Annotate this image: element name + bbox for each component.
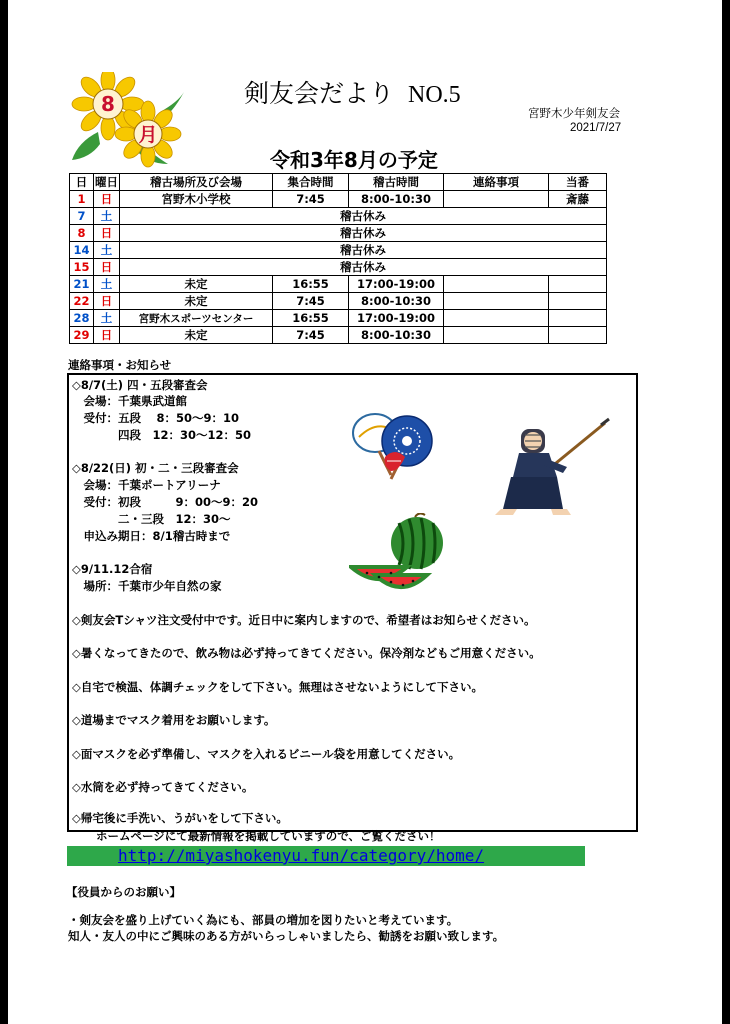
notice-line: 受付：初段 9：00～9：20 — [72, 495, 259, 509]
notice-line: 会場：千葉ポートアリーナ — [72, 478, 221, 492]
table-row — [70, 327, 607, 344]
row-duty: 斎藤 — [549, 191, 607, 208]
schedule-title: 令和3年8月の予定 — [270, 148, 438, 172]
row-weekday: 日 — [94, 225, 120, 242]
header-practice-time: 稽古時間 — [349, 174, 444, 191]
notice-line: 申込み期日：8/1稽古時まで — [72, 529, 231, 543]
row-day: 15 — [70, 259, 94, 276]
row-gather: 7:45 — [273, 327, 349, 344]
row-note — [444, 327, 549, 344]
row-weekday: 土 — [94, 208, 120, 225]
uchiwa-fan-icon — [351, 407, 447, 483]
row-gather: 7:45 — [273, 293, 349, 310]
row-duty — [549, 293, 607, 310]
homepage-notice: ホームページにて最新情報を掲載していますので、ご覧ください！ — [96, 829, 441, 843]
table-row — [70, 208, 607, 225]
row-weekday: 日 — [94, 293, 120, 310]
table-row — [70, 259, 607, 276]
row-gather: 16:55 — [273, 310, 349, 327]
officers-message-line: 知人・友人の中にご興味のある方がいらっしゃいましたら、勧誘をお願い致します。 — [68, 929, 505, 943]
header-notes: 連絡事項 — [444, 174, 549, 191]
row-off-label: 稽古休み — [120, 242, 607, 259]
notice-line: 会場：千葉県武道館 — [72, 394, 187, 408]
officers-message-line: ・剣友会を盛り上げていく為にも、部員の増加を図りたいと考えています。 — [68, 913, 459, 927]
row-duty — [549, 310, 607, 327]
issue-number: NO.5 — [408, 82, 461, 108]
row-practice: 17:00-19:00 — [349, 310, 444, 327]
row-weekday: 土 — [94, 242, 120, 259]
schedule-table — [69, 173, 607, 344]
notice-line: ◇8/7(土) 四・五段審査会 — [72, 378, 208, 392]
row-practice: 8:00-10:30 — [349, 327, 444, 344]
table-row — [70, 310, 607, 327]
row-duty — [549, 276, 607, 293]
row-day: 7 — [70, 208, 94, 225]
notice-line: ◇道場までマスク着用をお願いします。 — [72, 713, 276, 727]
row-day: 8 — [70, 225, 94, 242]
kendo-player-icon — [491, 417, 611, 517]
row-off-label: 稽古休み — [120, 208, 607, 225]
notice-line: 四段 12：30～12：50 — [72, 428, 252, 442]
row-day: 29 — [70, 327, 94, 344]
row-note — [444, 293, 549, 310]
notice-line: ◇帰宅後に手洗い、うがいをして下さい。 — [72, 811, 288, 825]
schedule-header-row — [70, 174, 607, 191]
notice-line: 二・三段 12：30～ — [72, 512, 231, 526]
notice-line: ◇自宅で検温、体調チェックをして下さい。無理はさせないようにして下さい。 — [72, 680, 483, 694]
notice-line: ◇暑くなってきたので、飲み物は必ず持ってきてください。保冷剤などもご用意ください。 — [72, 646, 541, 660]
row-place: 未定 — [120, 293, 273, 310]
header-day: 日 — [70, 174, 94, 191]
row-day: 14 — [70, 242, 94, 259]
header-duty: 当番 — [549, 174, 607, 191]
row-note — [444, 276, 549, 293]
row-off-label: 稽古休み — [120, 225, 607, 242]
row-duty — [549, 327, 607, 344]
notice-line: ◇剣友会Tシャツ注文受付中です。近日中に案内しますので、希望者はお知らせください。 — [72, 613, 536, 627]
title-text: 剣友会だより — [244, 79, 395, 108]
table-row — [70, 225, 607, 242]
row-off-label: 稽古休み — [120, 259, 607, 276]
sunflower-icon — [68, 72, 186, 168]
watermelon-icon — [349, 513, 449, 595]
row-practice: 8:00-10:30 — [349, 293, 444, 310]
row-weekday: 日 — [94, 327, 120, 344]
notice-line: ◇9/11.12合宿 — [72, 562, 153, 576]
row-weekday: 土 — [94, 276, 120, 293]
row-day: 1 — [70, 191, 94, 208]
table-row — [70, 276, 607, 293]
table-row — [70, 191, 607, 208]
homepage-link[interactable]: http://miyashokenyu.fun/category/home/ — [118, 846, 485, 865]
table-row — [70, 242, 607, 259]
sunflower-month-kanji: 月 — [138, 124, 158, 146]
row-gather: 16:55 — [273, 276, 349, 293]
row-day: 21 — [70, 276, 94, 293]
row-weekday: 日 — [94, 259, 120, 276]
header-weekday: 曜日 — [95, 175, 118, 189]
newsletter-page — [8, 0, 722, 1024]
row-note — [444, 191, 549, 208]
row-practice: 8:00-10:30 — [349, 191, 444, 208]
row-place: 宮野木小学校 — [120, 191, 273, 208]
header-place: 稽古場所及び会場 — [120, 174, 273, 191]
issue-date: 2021/7/27 — [570, 122, 622, 134]
notice-line: 受付：五段 8：50～9：10 — [72, 411, 240, 425]
row-gather: 7:45 — [273, 191, 349, 208]
row-weekday: 日 — [94, 191, 120, 208]
notice-line: ◇面マスクを必ず準備し、マスクを入れるビニール袋を用意してください。 — [72, 747, 461, 761]
row-day: 28 — [70, 310, 94, 327]
row-day: 22 — [70, 293, 94, 310]
row-place: 未定 — [120, 327, 273, 344]
newsletter-title — [244, 74, 461, 110]
sunflower-month-number: 8 — [101, 92, 115, 116]
header-gather-time: 集合時間 — [273, 174, 349, 191]
row-weekday: 土 — [94, 310, 120, 327]
notice-line: ◇8/22(日) 初・二・三段審査会 — [72, 461, 239, 475]
row-place: 宮野木スポーツセンター — [120, 310, 273, 327]
organization-name: 宮野木少年剣友会 — [528, 106, 620, 120]
row-note — [444, 310, 549, 327]
row-place: 未定 — [120, 276, 273, 293]
table-row — [70, 293, 607, 310]
notices-heading: 連絡事項・お知らせ — [68, 358, 172, 372]
officers-heading: 【役員からのお願い】 — [66, 885, 181, 899]
notice-line: 場所：千葉市少年自然の家 — [72, 579, 222, 593]
notice-line: ◇水筒を必ず持ってきてください。 — [72, 780, 254, 794]
notices-box — [67, 373, 638, 832]
row-practice: 17:00-19:00 — [349, 276, 444, 293]
